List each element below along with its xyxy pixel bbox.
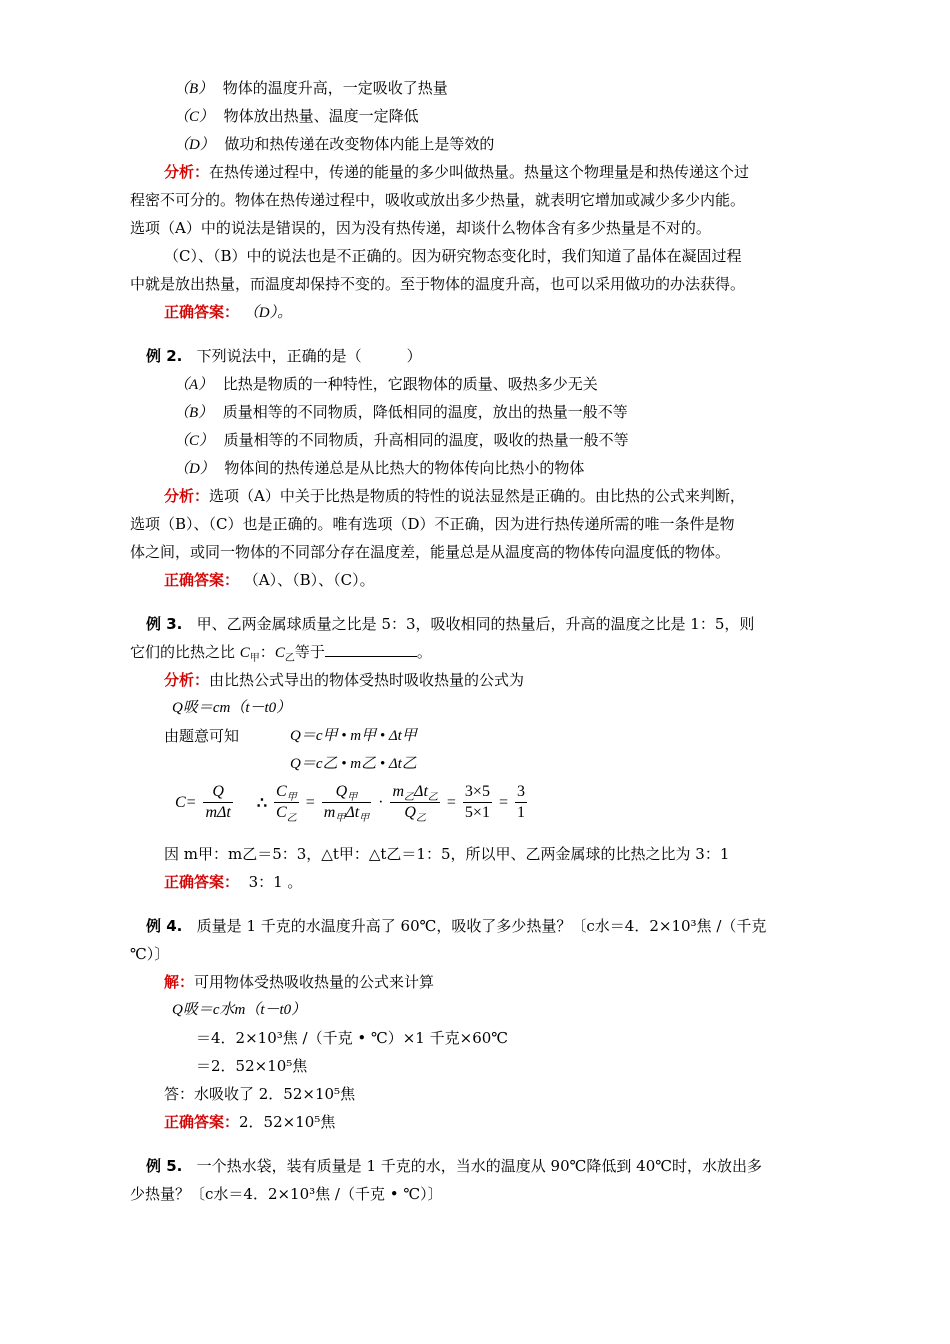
ex4-step: ＝4．2×10³焦 /（千克 • ℃）×1 千克×60℃ [196,1029,509,1047]
ex2-option-d: （D） 物体间的热传递总是从比热大的物体传向比热小的物体 [174,459,585,477]
option-d-top: （D） 做功和热传递在改变物体内能上是等效的 [174,135,495,153]
ex2-analysis-line: 体之间，或同一物体的不同部分存在温度差，能量总是从温度高的物体传向温度低的物体。 [130,543,731,561]
ex5-question-line: 少热量？〔c水＝4．2×10³焦 /（千克 • ℃）〕 [130,1185,443,1203]
ex4-answer: 正确答案：2．52×10⁵焦 [164,1113,336,1131]
ex2-question: 例 2. 下列说法中，正确的是（ ） [146,347,422,365]
known-eq-1: Q＝c甲 • m甲 • Δt甲 [290,728,417,744]
ex4-solution: 解：可用物体受热吸收热量的公式来计算 [164,973,435,991]
ex1-analysis-line: （C）、（B）中的说法也是不正确的。因为研究物态变化时，我们知道了晶体在凝固过程 [164,247,742,265]
known-eq-2: Q＝c乙 • m乙 • Δt乙 [290,756,417,772]
ex2-answer: 正确答案： （A）、（B）、（C）。 [164,571,375,589]
answer-blank[interactable] [325,642,417,657]
ratio-derivation-formula: C= $\frac{Q}{\text{mΔt}}$ ∴ $\frac{C_甲}{C_乙}$ = $\frac{Q_甲}{m_甲\Delta t_甲}$ · $\frac{m_乙\Delta t_乙}{Q_乙}$ = $\frac{3\times 5}{5\times 1}$ = $\frac{3}{1}$ [175,783,525,825]
option-c-top: （C） 物体放出热量、温度一定降低 [174,107,419,125]
ex5-question-line: 例 5. 一个热水袋，装有质量是 1 千克的水，当水的温度从 90℃降低到 40℃时，水放出多 [146,1157,763,1175]
ex3-question-line: 例 3. 甲、乙两金属球质量之比是 5：3，吸收相同的热量后，升高的温度之比是 1：5，则 [146,615,755,633]
ex3-analysis: 分析：由比热公式导出的物体受热时吸收热量的公式为 [164,671,525,689]
ex3-conclusion: 因 m甲：m乙＝5：3，△t甲：△t乙＝1：5，所以甲、乙两金属球的比热之比为 3：1 [164,845,730,863]
ex1-analysis-line: 中就是放出热量，而温度却保持不变的。至于物体的温度升高，也可以采用做功的办法获得。 [130,275,746,293]
ex2-analysis-line: 分析：选项（A）中关于比热是物质的特性的说法显然是正确的。由比热的公式来判断， [164,487,745,505]
ex2-option-c: （C） 质量相等的不同物质，升高相同的温度，吸收的热量一般不等 [174,431,629,449]
ex1-analysis-line: 选项（A）中的说法是错误的，因为没有热传递，却谈什么物体含有多少热量是不对的。 [130,219,711,237]
ex4-step: Q吸＝c水m（t－t0） [172,1002,307,1018]
heat-formula: Q吸＝cm（t－t0） [172,700,292,716]
ex2-option-b: （B） 质量相等的不同物质，降低相同的温度，放出的热量一般不等 [174,403,628,421]
ex4-reply: 答：水吸收了 2．52×10⁵焦 [164,1085,356,1103]
ex3-answer: 正确答案： 3：1 。 [164,873,303,891]
ex1-analysis-line: 分析：在热传递过程中，传递的能量的多少叫做热量。热量这个物理量是和热传递这个过 [164,163,750,181]
ex2-option-a: （A） 比热是物质的一种特性，它跟物体的质量、吸热多少无关 [174,375,598,393]
ex2-analysis-line: 选项（B）、（C）也是正确的。唯有选项（D）不正确，因为进行热传递所需的唯一条件是物 [130,515,735,533]
option-b-top: （B） 物体的温度升高，一定吸收了热量 [174,79,448,97]
known-label: 由题意可知 [164,727,240,745]
ex4-question-line: 例 4. 质量是 1 千克的水温度升高了 60℃，吸收了多少热量？〔c水＝4．2×10³焦 /（千克 [146,917,767,935]
ex4-step: ＝2．52×10⁵焦 [196,1057,308,1075]
ex3-question-line: 它们的比热之比 $C_甲$：$C_乙$等于 。 [130,643,432,664]
ex4-question-line: ℃）〕 [130,945,170,963]
ex1-answer: 正确答案： （D）。 [164,303,293,321]
ex1-analysis-line: 程密不可分的。物体在热传递过程中，吸收或放出多少热量，就表明它增加或减少多少内能。 [130,191,746,209]
